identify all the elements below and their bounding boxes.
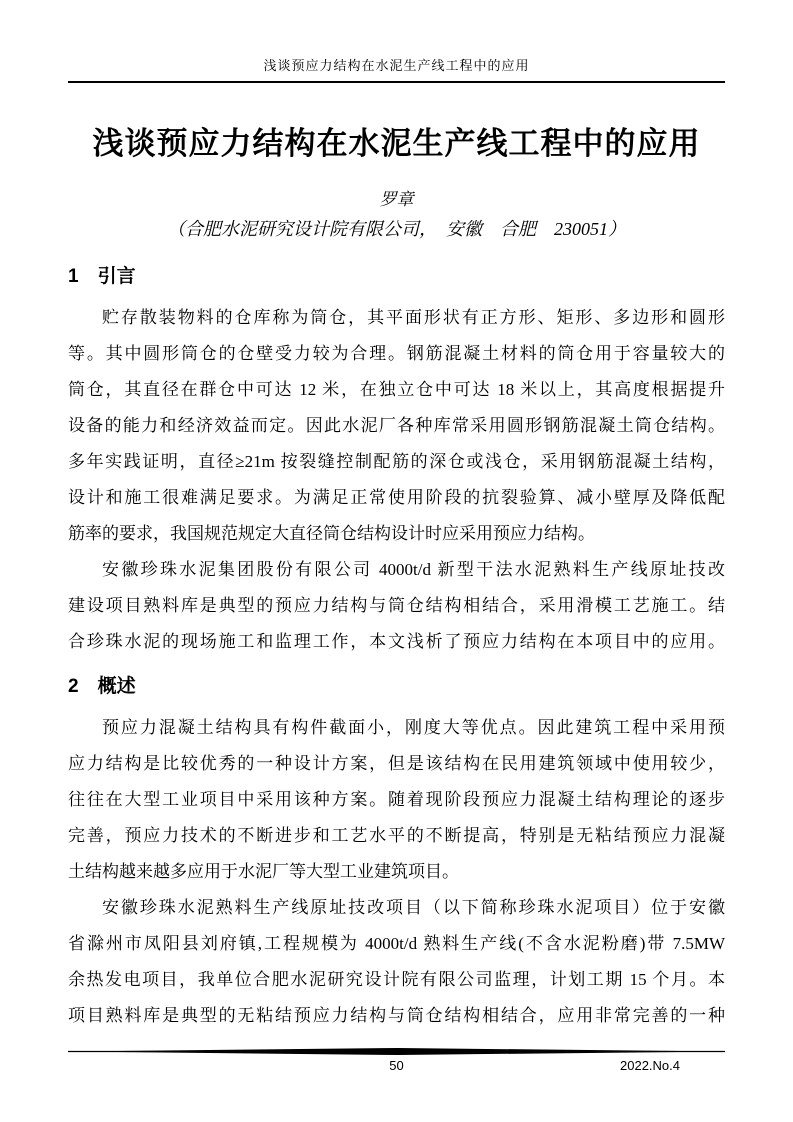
- article-title: 浅谈预应力结构在水泥生产线工程中的应用: [92, 126, 701, 161]
- section-number: 1: [68, 266, 79, 287]
- section-title: 概述: [97, 676, 136, 697]
- section-title: 引言: [97, 266, 136, 287]
- footer-text-row: [68, 1057, 725, 1075]
- section-heading-2: [68, 674, 725, 700]
- running-header-title: 浅谈预应力结构在水泥生产线工程中的应用: [263, 58, 530, 73]
- body-line: 应力结构是比较优秀的一种设计方案，但是该结构在民用建筑领域中使用较少，: [68, 754, 725, 773]
- paragraph: [68, 890, 725, 1034]
- body-line: 完善，预应力技术的不断进步和工艺水平的不断提高，特别是无粘结预应力混凝: [68, 826, 725, 845]
- body-line: 安徽珍珠水泥集团股份有限公司 4000t/d 新型干法水泥熟料生产线原址技改: [102, 560, 725, 579]
- body-line: 土结构越来越多应用于水泥厂等大型工业建筑项目。: [68, 862, 459, 881]
- body-line: 设计和施工很难满足要求。为满足正常使用阶段的抗裂验算、减小壁厚及降低配: [68, 488, 725, 507]
- body-line: 项目熟料库是典型的无粘结预应力结构与筒仓结构相结合，应用非常完善的一种: [68, 1006, 725, 1025]
- paragraph: [68, 552, 725, 660]
- body-line: 贮存散装物料的仓库称为筒仓，其平面形状有正方形、矩形、多边形和圆形: [102, 308, 725, 327]
- body-line: 筒仓，其直径在群仓中可达 12 米，在独立仓中可达 18 米以上，其高度根据提升: [68, 380, 725, 399]
- author-name: 罗章: [379, 190, 414, 209]
- body-line: 省滁州市凤阳县刘府镇,工程规模为 4000t/d 熟料生产线(不含水泥粉磨)带 7.5MW: [68, 934, 725, 953]
- body-line: 预应力混凝土结构具有构件截面小，刚度大等优点。因此建筑工程中采用预: [102, 718, 725, 737]
- section-heading-1: [68, 264, 725, 290]
- page-number: 50: [389, 1058, 404, 1073]
- body-line: 余热发电项目，我单位合肥水泥研究设计院有限公司监理，计划工期 15 个月。本: [68, 970, 725, 989]
- author-affiliation: （合肥水泥研究设计院有限公司， 安徽 合肥 230051）: [167, 219, 626, 239]
- body-line: 往往在大型工业项目中采用该种方案。随着现阶段预应力混凝土结构理论的逐步: [68, 790, 725, 809]
- header-rule: [68, 81, 725, 83]
- section-number: 2: [68, 676, 79, 697]
- body-line: 多年实践证明，直径≥21m 按裂缝控制配筋的深仓或浅仓，采用钢筋混凝土结构，: [68, 452, 725, 471]
- paragraph: [68, 710, 725, 890]
- body-line: 建设项目熟料库是典型的预应力结构与筒仓结构相结合，采用滑模工艺施工。结: [68, 596, 725, 615]
- paragraph: [68, 300, 725, 552]
- page-footer: [68, 1048, 725, 1075]
- issue-number: 2022.No.4: [620, 1058, 680, 1073]
- body-line: 设备的能力和经济效益而定。因此水泥厂各种库常采用圆形钢筋混凝土筒仓结构。: [68, 416, 725, 435]
- body-line: 安徽珍珠水泥熟料生产线原址技改项目（以下简称珍珠水泥项目）位于安徽: [102, 898, 725, 917]
- body-line: 等。其中圆形筒仓的仓壁受力较为合理。钢筋混凝土材料的筒仓用于容量较大的: [68, 344, 725, 363]
- body-line: 合珍珠水泥的现场施工和监理工作，本文浅析了预应力结构在本项目中的应用。: [68, 632, 725, 651]
- footer-divider: [68, 1048, 725, 1055]
- body-line: 筋率的要求，我国规范规定大直径筒仓结构设计时应采用预应力结构。: [68, 524, 595, 543]
